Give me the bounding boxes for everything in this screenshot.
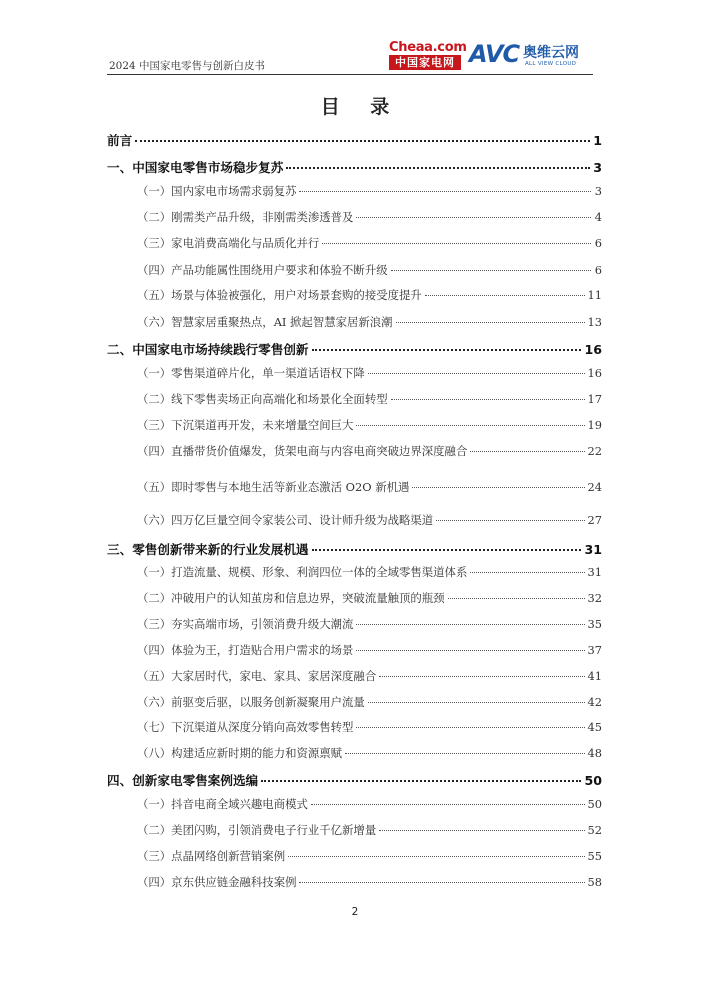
toc-leader-dots [412, 486, 584, 488]
toc-section-entry[interactable] [137, 512, 602, 528]
toc-leader-dots [356, 726, 584, 728]
toc-entry-label: （五）即时零售与本地生活等新业态激活 O2O 新机遇 [137, 480, 410, 494]
cheaa-logo [389, 40, 467, 70]
toc-entry-page: 11 [587, 288, 602, 302]
toc-entry-label: （三）下沉渠道再开发，未来增量空间巨大 [137, 418, 354, 432]
toc-section-entry[interactable] [137, 443, 602, 459]
toc-entry-page: 3 [594, 184, 602, 198]
toc-entry-label: （一）零售渠道碎片化，单一渠道话语权下降 [137, 366, 365, 380]
toc-leader-dots [391, 398, 585, 400]
toc-entry-label: （二）刚需类产品升级，非刚需类渗透普及 [137, 210, 354, 224]
toc-section-entry[interactable] [137, 616, 602, 632]
toc-section-entry[interactable] [137, 262, 602, 278]
toc-leader-dots [299, 190, 591, 192]
toc-leader-dots [312, 348, 582, 351]
toc-entry-page: 19 [587, 418, 602, 432]
toc-section-entry[interactable] [137, 642, 602, 658]
toc-entry-label: （三）夯实高端市场，引领消费升级大潮流 [137, 617, 354, 631]
toc-entry-label: （二）线下零售卖场正向高端化和场景化全面转型 [137, 392, 388, 406]
toc-leader-dots [322, 242, 591, 244]
toc-entry-label: 一、中国家电零售市场稳步复苏 [107, 160, 284, 175]
toc-leader-dots [356, 216, 591, 218]
toc-entry-page: 24 [587, 480, 602, 494]
toc-entry-page: 6 [594, 236, 602, 250]
toc-entry-label: （五）大家居时代，家电、家具、家居深度融合 [137, 669, 377, 683]
toc-entry-page: 27 [587, 513, 602, 527]
toc-leader-dots [312, 548, 582, 551]
toc-leader-dots [356, 424, 584, 426]
toc-entry-label: （六）前驱变后驱，以服务创新凝聚用户流量 [137, 695, 365, 709]
toc-entry-label: 二、中国家电市场持续践行零售创新 [107, 342, 309, 357]
toc-leader-dots [286, 166, 590, 169]
document-title: 2024 中国家电零售与创新白皮书 [109, 60, 266, 72]
toc-chapter-entry[interactable] [107, 539, 602, 558]
toc-entry-page: 41 [587, 669, 602, 683]
toc-section-entry[interactable] [137, 668, 602, 684]
toc-leader-dots [448, 597, 585, 599]
toc-section-entry[interactable] [137, 235, 602, 251]
avc-logo-mark: AVC [469, 40, 520, 68]
page-header [107, 38, 592, 74]
toc-entry-label: （四）京东供应链金融科技案例 [137, 875, 297, 889]
toc-section-entry[interactable] [137, 694, 602, 710]
toc-leader-dots [470, 571, 584, 573]
toc-entry-page: 6 [594, 263, 602, 277]
toc-section-entry[interactable] [137, 564, 602, 580]
toc-section-entry[interactable] [137, 365, 602, 381]
toc-entry-page: 22 [587, 444, 602, 458]
toc-entry-page: 58 [587, 875, 602, 889]
toc-chapter-entry[interactable] [107, 157, 602, 176]
toc-entry-label: 前言 [107, 133, 133, 148]
avc-logo-en: ALL VIEW CLOUD [525, 61, 577, 67]
toc-entry-label: （八）构建适应新时期的能力和资源禀赋 [137, 746, 343, 760]
toc-title: 目 录 [320, 96, 402, 118]
header-divider [107, 74, 593, 75]
toc-leader-dots [135, 139, 590, 142]
page-number: 2 [351, 906, 359, 918]
toc-chapter-entry[interactable] [107, 770, 602, 789]
toc-entry-page: 16 [587, 366, 602, 380]
toc-entry-label: （七）下沉渠道从深度分销向高效零售转型 [137, 720, 354, 734]
toc-section-entry[interactable] [137, 822, 602, 838]
toc-leader-dots [379, 829, 584, 831]
toc-section-entry[interactable] [137, 391, 602, 407]
toc-section-entry[interactable] [137, 590, 602, 606]
toc-entry-page: 31 [587, 565, 602, 579]
toc-leader-dots [368, 701, 585, 703]
toc-entry-label: （五）场景与体验被强化，用户对场景套购的接受度提升 [137, 288, 422, 302]
toc-leader-dots [470, 450, 584, 452]
toc-entry-page: 50 [584, 773, 602, 788]
toc-entry-label: （二）冲破用户的认知茧房和信息边界，突破流量触顶的瓶颈 [137, 591, 445, 605]
toc-entry-label: （三）点晶网络创新营销案例 [137, 849, 286, 863]
toc-entry-page: 45 [587, 720, 602, 734]
toc-entry-page: 32 [587, 591, 602, 605]
toc-entry-page: 17 [587, 392, 602, 406]
toc-entry-page: 50 [587, 797, 602, 811]
toc-leader-dots [436, 519, 584, 521]
avc-logo [469, 40, 594, 70]
toc-section-entry[interactable] [137, 796, 602, 812]
toc-leader-dots [356, 623, 584, 625]
toc-entry-page: 16 [584, 342, 602, 357]
toc-leader-dots [379, 675, 584, 677]
toc-entry-page: 48 [587, 746, 602, 760]
toc-entry-label: （一）打造流量、规模、形象、利润四位一体的全域零售渠道体系 [137, 565, 468, 579]
toc-entry-label: （四）体验为王，打造贴合用户需求的场景 [137, 643, 354, 657]
toc-entry-page: 35 [587, 617, 602, 631]
toc-entry-page: 1 [593, 133, 602, 148]
toc-entry-label: （一）抖音电商全域兴趣电商模式 [137, 797, 308, 811]
avc-logo-cn: 奥维云网 [523, 45, 579, 61]
toc-leader-dots [391, 269, 591, 271]
toc-entry-page: 4 [594, 210, 602, 224]
toc-entry-page: 55 [587, 849, 602, 863]
toc-leader-dots [261, 779, 581, 782]
toc-leader-dots [356, 649, 584, 651]
toc-entry-page: 3 [593, 160, 602, 175]
toc-entry-label: （一）国内家电市场需求弱复苏 [137, 184, 297, 198]
toc-chapter-entry[interactable] [107, 130, 602, 149]
toc-chapter-entry[interactable] [107, 339, 602, 358]
cheaa-logo-en: Cheaa.com [389, 40, 467, 55]
toc-leader-dots [288, 855, 584, 857]
cheaa-logo-zh: 中国家电网 [389, 55, 461, 70]
toc-leader-dots [425, 294, 585, 296]
toc-entry-page: 52 [587, 823, 602, 837]
toc-entry-page: 42 [587, 695, 602, 709]
toc-section-entry[interactable] [137, 848, 602, 864]
toc-leader-dots [311, 803, 585, 805]
toc-entry-label: （六）智慧家居重聚热点，AI 掀起智慧家居新浪潮 [137, 315, 393, 329]
toc-leader-dots [299, 881, 584, 883]
toc-section-entry[interactable] [137, 314, 602, 330]
toc-section-entry[interactable] [137, 719, 602, 735]
toc-section-entry[interactable] [137, 874, 602, 890]
toc-entry-label: 三、零售创新带来新的行业发展机遇 [107, 542, 309, 557]
toc-section-entry[interactable] [137, 287, 602, 303]
toc-entry-page: 37 [587, 643, 602, 657]
toc-entry-label: 四、创新家电零售案例选编 [107, 773, 259, 788]
toc-entry-label: （六）四万亿巨量空间令家装公司、设计师升级为战略渠道 [137, 513, 434, 527]
toc-entry-page: 13 [587, 315, 602, 329]
toc-section-entry[interactable] [137, 745, 602, 761]
toc-entry-label: （二）美团闪购，引领消费电子行业千亿新增量 [137, 823, 377, 837]
toc-section-entry[interactable] [137, 417, 602, 433]
toc-leader-dots [345, 752, 584, 754]
toc-entry-label: （四）直播带货价值爆发，货架电商与内容电商突破边界深度融合 [137, 444, 468, 458]
toc-entry-page: 31 [584, 542, 602, 557]
toc-leader-dots [396, 321, 585, 323]
toc-section-entry[interactable] [137, 209, 602, 225]
toc-leader-dots [368, 372, 585, 374]
toc-section-entry[interactable] [137, 183, 602, 199]
toc-section-entry[interactable] [137, 479, 602, 495]
toc-entry-label: （三）家电消费高端化与品质化并行 [137, 236, 320, 250]
toc-entry-label: （四）产品功能属性围绕用户要求和体验不断升级 [137, 263, 388, 277]
